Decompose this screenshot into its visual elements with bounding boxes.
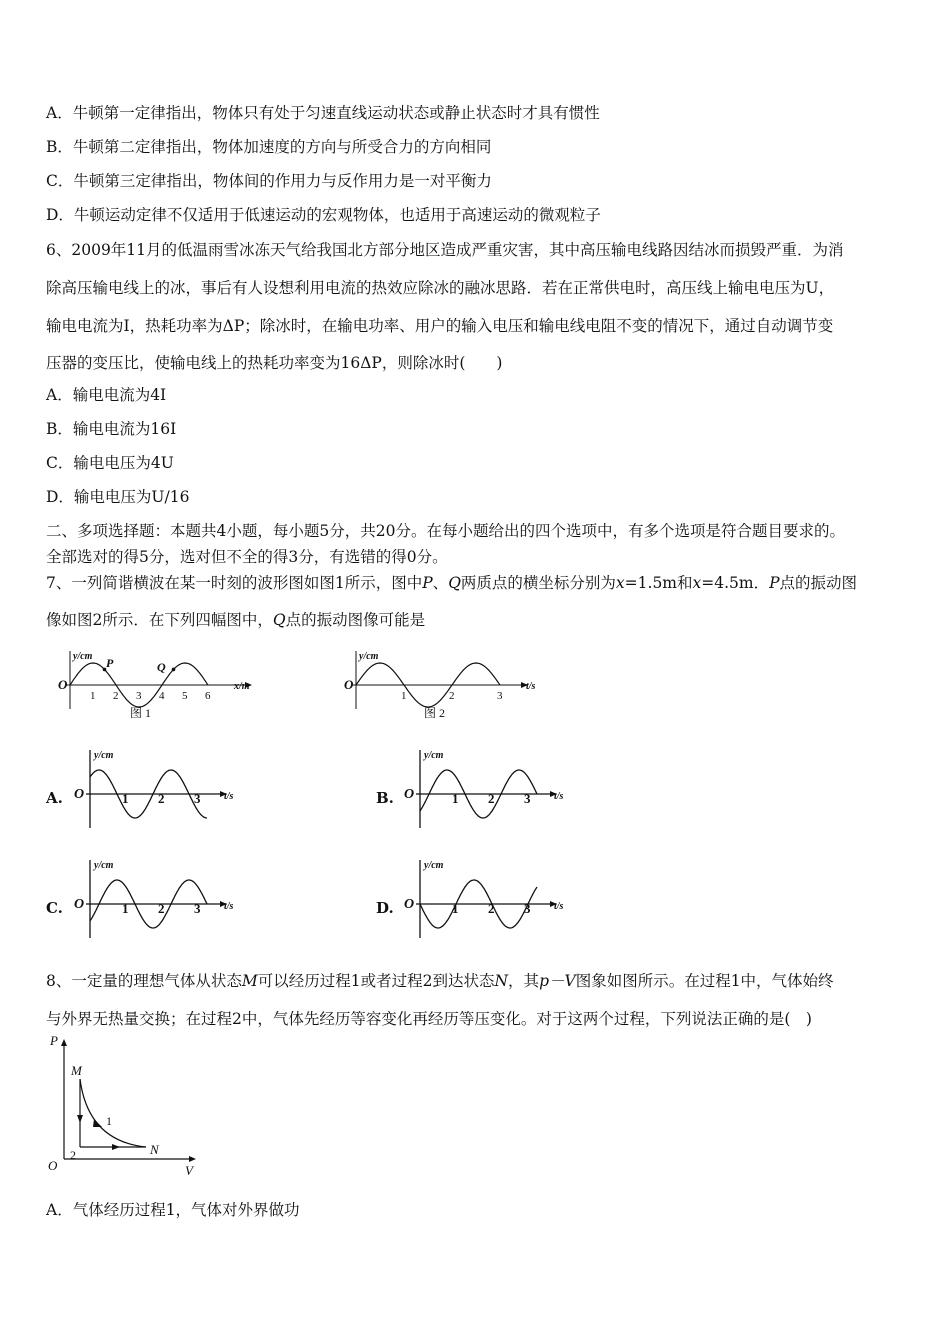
option-tick-label: 3: [524, 901, 531, 916]
pv-label-1: 1: [106, 1114, 112, 1128]
q7-option-c-label: C.: [46, 899, 63, 917]
option-origin: O: [404, 787, 415, 802]
q6-option-a: A．输电电流为4I: [46, 386, 167, 404]
q7-var-x: x: [692, 574, 702, 592]
pv-process-1-curve: [80, 1079, 146, 1147]
fig2-tick-label: 2: [449, 690, 455, 702]
fig1-origin: O: [58, 677, 68, 692]
option-tick-label: 3: [194, 791, 201, 806]
option-tick-label: 2: [158, 791, 165, 806]
pv-label-n: N: [150, 1142, 159, 1157]
q6-text-line-2: 除高压输电线上的冰，事后有人设想利用电流的热效应除冰的融冰思路．若在正常供电时，高压线上输电电压为U，: [46, 279, 835, 297]
q8-seg: 图象如图所示。在过程1中，气体始终: [575, 972, 834, 990]
option-tick-label: 3: [194, 901, 201, 916]
q5-option-c: C．牛顿第三定律指出，物体间的作用力与反作用力是一对平衡力: [46, 172, 492, 190]
option-xlabel: t/s: [224, 791, 234, 802]
q7-seg: 两质点的横坐标分别为: [460, 574, 616, 592]
option-tick-label: 2: [488, 901, 495, 916]
q7-point-q: Q: [448, 574, 461, 592]
section-2-heading-line-1: 二、多项选择题：本题共4小题，每小题5分，共20分。在每小题给出的四个选项中，有多个选项是符合题目要求的。: [46, 522, 845, 540]
option-xlabel: t/s: [224, 901, 234, 912]
q6-text-line-3: 输电电流为I，热耗功率为ΔP；除冰时，在输电功率、用户的输入电压和输电线电阻不变的情况下，通过自动调节变: [46, 317, 834, 335]
q7-option-d-graph: [402, 852, 577, 942]
q7-seg: 点的振动图: [779, 574, 858, 592]
q8-state-m: M: [241, 972, 258, 990]
fig1-tick-label: 4: [159, 690, 165, 702]
q7-seg: 7、一列简谐横波在某一时刻的波形图如图1所示，图中: [46, 574, 423, 592]
pv-process-2-right-arrow: [112, 1144, 120, 1150]
fig2-caption: 图 2: [424, 706, 446, 720]
q7-text-line-2: [46, 608, 425, 630]
q7-var-x: x: [615, 574, 625, 592]
fig1-point-marker: [172, 668, 176, 672]
fig1-xlabel: x/m: [234, 681, 250, 692]
option-origin: O: [404, 897, 415, 912]
q8-state-n: N: [494, 972, 509, 990]
pv-process-1-arrow: [93, 1119, 102, 1127]
fig1-label-q: Q: [157, 660, 166, 674]
q7-figure-2: [344, 645, 554, 723]
q7-option-d-label: D.: [376, 899, 394, 917]
q7-seg: 、: [432, 574, 449, 592]
option-xlabel: t/s: [554, 901, 564, 912]
fig1-point-marker: [103, 668, 107, 672]
option-ylabel: y/cm: [94, 750, 114, 761]
option-tick-label: 2: [488, 791, 495, 806]
q7-point-p: P: [769, 574, 780, 592]
pv-label-p: P: [50, 1033, 58, 1048]
fig1-tick-label: 2: [113, 690, 119, 702]
option-tick-label: 1: [452, 791, 459, 806]
pv-label-v: V: [185, 1163, 193, 1178]
option-ylabel: y/cm: [424, 860, 444, 871]
q5-option-a: A．牛顿第一定律指出，物体只有处于匀速直线运动状态或静止状态时才具有惯性: [46, 104, 600, 122]
fig2-tick-label: 1: [401, 690, 407, 702]
option-tick-label: 1: [122, 791, 129, 806]
q7-seg: 像如图2所示．在下列四幅图中，: [46, 611, 273, 629]
fig1-tick-label: 6: [205, 690, 211, 702]
fig1-tick-label: 1: [90, 690, 96, 702]
fig2-ylabel: y/cm: [359, 651, 379, 662]
q7-option-c-graph: [72, 852, 247, 942]
q6-option-c: C．输电电压为4U: [46, 454, 174, 472]
q7-figure-1: [58, 645, 268, 723]
pv-origin: O: [48, 1158, 58, 1173]
q7-seg: =1.5m和: [624, 574, 693, 592]
q8-seg: ，其: [508, 972, 540, 990]
q6-text-line-1: 6、2009年11月的低温雨雪冰冻天气给我国北方部分地区造成严重灾害，其中高压输电线路因结冰而损毁严重．为消: [46, 241, 844, 259]
q8-option-a: A．气体经历过程1，气体对外界做功: [46, 1201, 300, 1219]
q7-option-b-label: B.: [376, 789, 394, 807]
q6-text-line-4: 压器的变压比，使输电线上的热耗功率变为16ΔP，则除冰时( ): [46, 354, 503, 372]
section-2-heading-line-2: 全部选对的得5分，选对但不全的得3分，有选错的得0分。: [46, 548, 448, 566]
q7-text-line-1: [46, 571, 857, 593]
q7-option-a-graph: [72, 742, 247, 832]
q7-point-q: Q: [272, 611, 286, 629]
pv-label-m: M: [71, 1063, 82, 1078]
option-tick-label: 1: [122, 901, 129, 916]
option-ylabel: y/cm: [94, 860, 114, 871]
fig2-xlabel: t/s: [526, 681, 536, 692]
q8-text-line-1: [46, 969, 834, 991]
option-tick-label: 3: [524, 791, 531, 806]
pv-label-2: 2: [70, 1148, 76, 1162]
option-tick-label: 1: [452, 901, 459, 916]
fig1-label-p: P: [106, 656, 114, 670]
q7-option-a-label: A.: [46, 789, 63, 807]
fig1-caption: 图 1: [130, 706, 152, 720]
fig2-tick-label: 3: [497, 690, 503, 702]
q8-seg: 8、一定量的理想气体从状态: [46, 972, 242, 990]
q5-option-b: B．牛顿第二定律指出，物体加速度的方向与所受合力的方向相同: [46, 138, 492, 156]
fig1-ylabel: y/cm: [73, 651, 93, 662]
pv-v-arrow: [189, 1156, 196, 1162]
q8-seg: 可以经历过程1或者过程2到达状态: [257, 972, 495, 990]
option-xlabel: t/s: [554, 791, 564, 802]
fig2-origin: O: [344, 677, 354, 692]
pv-process-2-down-arrow: [77, 1115, 83, 1123]
q7-point-p: P: [422, 574, 433, 592]
pv-p-arrow: [61, 1039, 67, 1046]
q7-seg: 点的振动图像可能是: [285, 611, 426, 629]
q7-option-b-graph: [402, 742, 577, 832]
fig1-tick-label: 3: [136, 690, 142, 702]
fig1-tick-label: 5: [182, 690, 188, 702]
q6-option-d: D．输电电压为U/16: [46, 488, 190, 506]
q8-pv-diagram: [42, 1033, 207, 1178]
q6-option-b: B．输电电流为16I: [46, 420, 177, 438]
q8-pv: p－V: [539, 972, 576, 990]
option-tick-label: 2: [158, 901, 165, 916]
q5-option-d: D．牛顿运动定律不仅适用于低速运动的宏观物体，也适用于高速运动的微观粒子: [46, 206, 601, 224]
q8-text-line-2: 与外界无热量交换；在过程2中，气体先经历等容变化再经历等压变化。对于这两个过程，下列说法正确的是( ): [46, 1010, 812, 1028]
option-origin: O: [74, 787, 85, 802]
option-origin: O: [74, 897, 85, 912]
option-ylabel: y/cm: [424, 750, 444, 761]
q7-seg: =4.5m．: [701, 574, 770, 592]
